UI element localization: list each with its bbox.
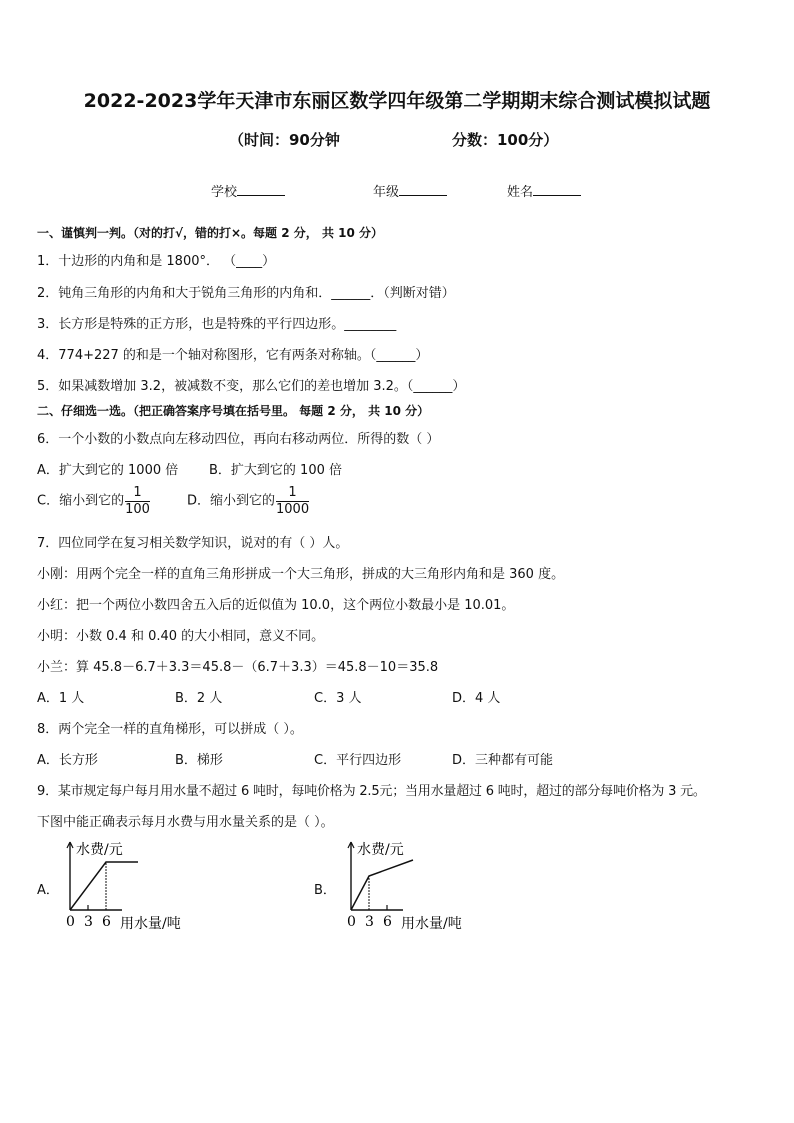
q6-d-denominator: 1000 — [276, 501, 310, 517]
graph-a-xlabel: 用水量/吨 — [120, 916, 181, 932]
q9-graph-b — [341, 836, 491, 936]
graph-a-line — [70, 862, 138, 910]
q7-option-b: B．2 人 — [175, 691, 223, 706]
q6-option-d-fraction — [276, 486, 309, 516]
section1-heading: 一、谨慎判一判。（对的打√，错的打×。每题 2 分， 共 10 分） — [37, 226, 383, 240]
question-8: 8．两个完全一样的直角梯形，可以拼成（ ）。 — [37, 722, 303, 737]
question-5: 5．如果减数增加 3.2，被减数不变，那么它们的差也增加 3.2。（______） — [37, 379, 466, 394]
question-1: 1．十边形的内角和是 1800°． （____） — [37, 254, 276, 269]
graph-b-tick-3: 3 — [365, 914, 374, 930]
question-7: 7．四位同学在复习相关数学知识，说对的有（ ）人。 — [37, 536, 349, 551]
q7-statement-4: 小兰：算 45.8－6.7＋3.3＝45.8－（6.7＋3.3）＝45.8－10＝35.8 — [37, 660, 439, 675]
q6-option-b: B．扩大到它的 100 倍 — [209, 463, 342, 478]
q6-option-d-text: D．缩小到它的 — [187, 493, 276, 509]
q7-option-c: C．3 人 — [314, 691, 362, 706]
graph-b-ylabel: 水费/元 — [357, 842, 404, 858]
q8-option-b: B．梯形 — [175, 753, 223, 768]
q6-option-a: A．扩大到它的 1000 倍 — [37, 463, 179, 478]
q6-option-c-text: C．缩小到它的 — [37, 493, 125, 509]
q8-option-c: C．平行四边形 — [314, 753, 402, 768]
exam-time: （时间：90分钟 — [229, 131, 340, 149]
name-field[interactable] — [507, 181, 581, 200]
graph-a-tick-0: 0 — [66, 914, 75, 930]
q7-statement-1: 小刚：用两个完全一样的直角三角形拼成一个大三角形，拼成的大三角形内角和是 360 度。 — [37, 567, 565, 582]
page-title: 2022-2023学年天津市东丽区数学四年级第二学期期末综合测试模拟试题 — [83, 90, 711, 112]
school-label: 学校 — [211, 185, 238, 200]
grade-label: 年级 — [373, 185, 400, 200]
section2-heading: 二、仔细选一选。（把正确答案序号填在括号里。 每题 2 分， 共 10 分） — [37, 404, 430, 418]
q9-graph-a — [60, 836, 210, 936]
graph-a-tick-3: 3 — [84, 914, 93, 930]
graph-b-line — [351, 860, 413, 910]
q8-option-a: A．长方形 — [37, 753, 98, 768]
question-3: 3．长方形是特殊的正方形，也是特殊的平行四边形。________ — [37, 317, 397, 332]
graph-a-ylabel: 水费/元 — [76, 842, 123, 858]
question-9-line2: 下图中能正确表示每月水费与用水量关系的是（ ）。 — [37, 815, 334, 830]
grade-field[interactable] — [373, 181, 447, 200]
graph-b-tick-0: 0 — [347, 914, 356, 930]
q6-option-d — [187, 486, 309, 516]
q6-option-c — [37, 486, 150, 516]
question-6: 6．一个小数的小数点向左移动四位，再向右移动两位．所得的数（ ） — [37, 432, 440, 447]
q7-statement-3: 小明：小数 0.4 和 0.40 的大小相同，意义不同。 — [37, 629, 325, 644]
q9-option-a-label: A． — [37, 883, 59, 898]
name-label: 姓名 — [507, 185, 534, 200]
graph-a-tick-6: 6 — [102, 914, 111, 930]
q6-option-c-fraction — [125, 486, 150, 516]
q6-c-numerator: 1 — [125, 486, 150, 502]
q7-option-a: A．1 人 — [37, 691, 85, 706]
q8-option-d: D．三种都有可能 — [452, 753, 554, 768]
question-2: 2．钝角三角形的内角和大于锐角三角形的内角和．______．（判断对错） — [37, 286, 455, 301]
name-blank[interactable] — [533, 183, 581, 196]
graph-b-tick-6: 6 — [383, 914, 392, 930]
q7-statement-2: 小红：把一个两位小数四舍五入后的近似值为 10.0，这个两位小数最小是 10.01。 — [37, 598, 515, 613]
school-blank[interactable] — [237, 183, 285, 196]
q6-c-denominator: 100 — [125, 501, 150, 517]
grade-blank[interactable] — [399, 183, 447, 196]
exam-score: 分数：100分） — [452, 131, 559, 149]
question-9-line1: 9．某市规定每户每月用水量不超过 6 吨时，每吨价格为 2.5元；当用水量超过 6 吨时，超过的部分每吨价格为 3 元。 — [37, 784, 706, 799]
q6-d-numerator: 1 — [276, 486, 309, 502]
q9-option-b-label: B． — [314, 883, 336, 898]
question-4: 4．774+227 的和是一个轴对称图形，它有两条对称轴。（______） — [37, 348, 429, 363]
graph-b-xlabel: 用水量/吨 — [401, 916, 462, 932]
q7-option-d: D．4 人 — [452, 691, 501, 706]
school-field[interactable] — [211, 181, 285, 200]
